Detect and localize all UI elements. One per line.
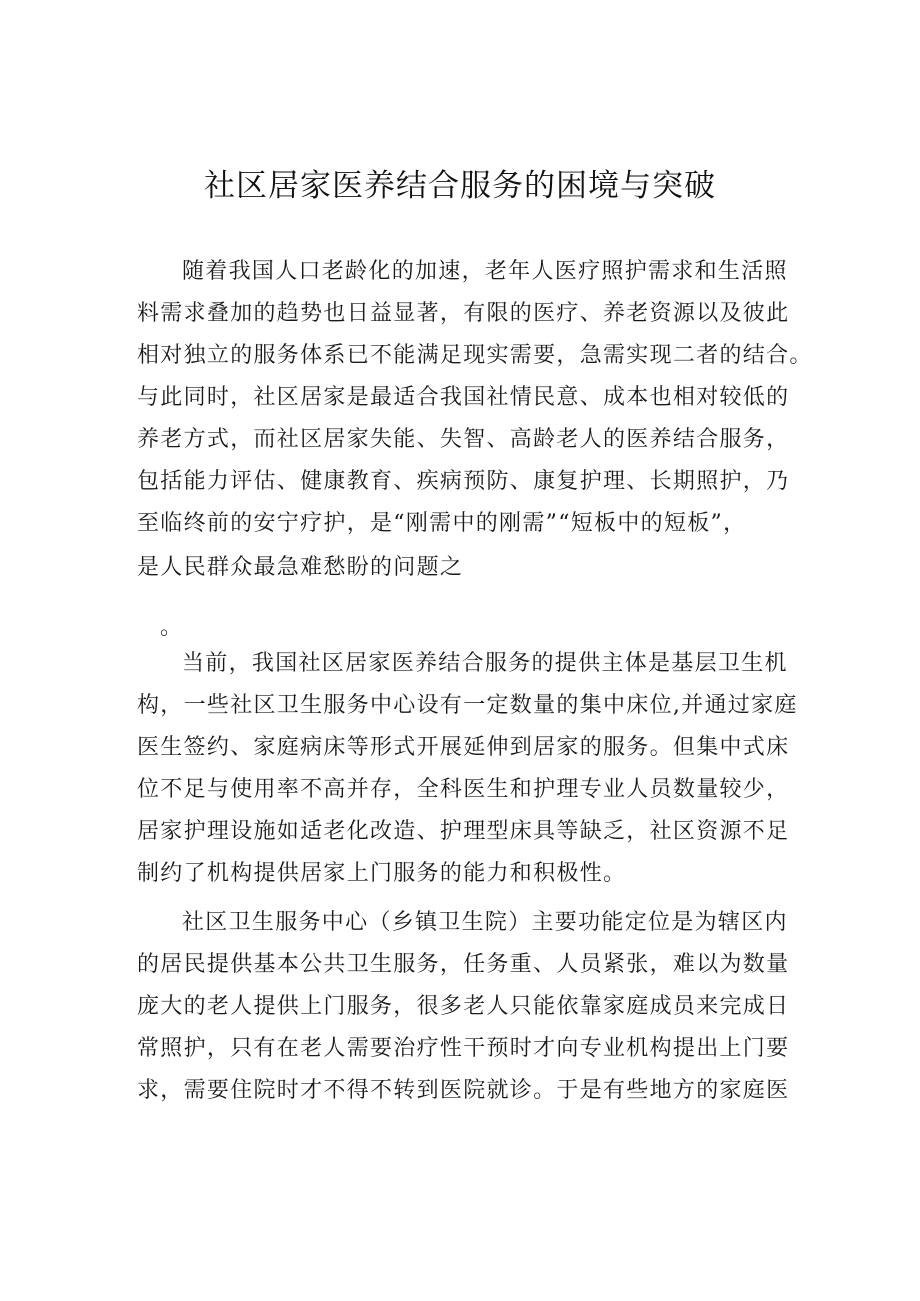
paragraph-3-line-2: 的居民提供基本公共卫生服务，任务重、人员紧张，难以为数量 [137,952,790,977]
paragraph-1-line-1: 随着我国人口老龄化的加速，老年人医疗照护需求和生活照 [182,259,788,284]
paragraph-3-line-5: 求，需要住院时才不得不转到医院就诊。于是有些地方的家庭医 [137,1078,790,1103]
paragraph-2-line-3: 医生签约、家庭病床等形式开展延伸到居家的服务。但集中式床 [137,735,790,760]
paragraph-1-line-5: 养老方式，而社区居家失能、失智、高龄老人的医养结合服务， [137,427,790,452]
page-title: 社区居家医养结合服务的困境与突破 [204,168,716,204]
paragraph-1-line-3: 相对独立的服务体系已不能满足现实需要，急需实现二者的结合。 [137,343,813,368]
paragraph-1-line-6: 包括能力评估、健康教育、疾病预防、康复护理、长期照护，乃 [137,469,790,494]
paragraph-2-line-4: 位不足与使用率不高并存，全科医生和护理专业人员数量较少， [137,777,790,802]
paragraph-2-line-2: 构，一些社区卫生服务中心设有一定数量的集中床位,并通过家庭 [137,693,798,718]
paragraph-1-line-8: 是人民群众最急难愁盼的问题之 [137,555,464,580]
orphan-period: 。 [160,615,184,640]
paragraph-1-line-4: 与此同时，社区居家是最适合我国社情民意、成本也相对较低的 [137,385,790,410]
paragraph-1-line-2: 料需求叠加的趋势也日益显著，有限的医疗、养老资源以及彼此 [137,301,790,326]
paragraph-2-line-5: 居家护理设施如适老化改造、护理型床具等缺乏，社区资源不足 [137,819,790,844]
paragraph-3-line-1: 社区卫生服务中心（乡镇卫生院）主要功能定位是为辖区内 [182,910,788,935]
paragraph-3-line-4: 常照护，只有在老人需要治疗性干预时才向专业机构提出上门要 [137,1036,790,1061]
paragraph-1-line-7: 至临终前的安宁疗护，是“刚需中的刚需”“短板中的短板”， [137,511,747,536]
paragraph-2-line-1: 当前，我国社区居家医养结合服务的提供主体是基层卫生机 [182,651,788,676]
paragraph-3-line-3: 庞大的老人提供上门服务，很多老人只能依靠家庭成员来完成日 [137,994,790,1019]
paragraph-2-line-6: 制约了机构提供居家上门服务的能力和积极性。 [137,861,627,886]
